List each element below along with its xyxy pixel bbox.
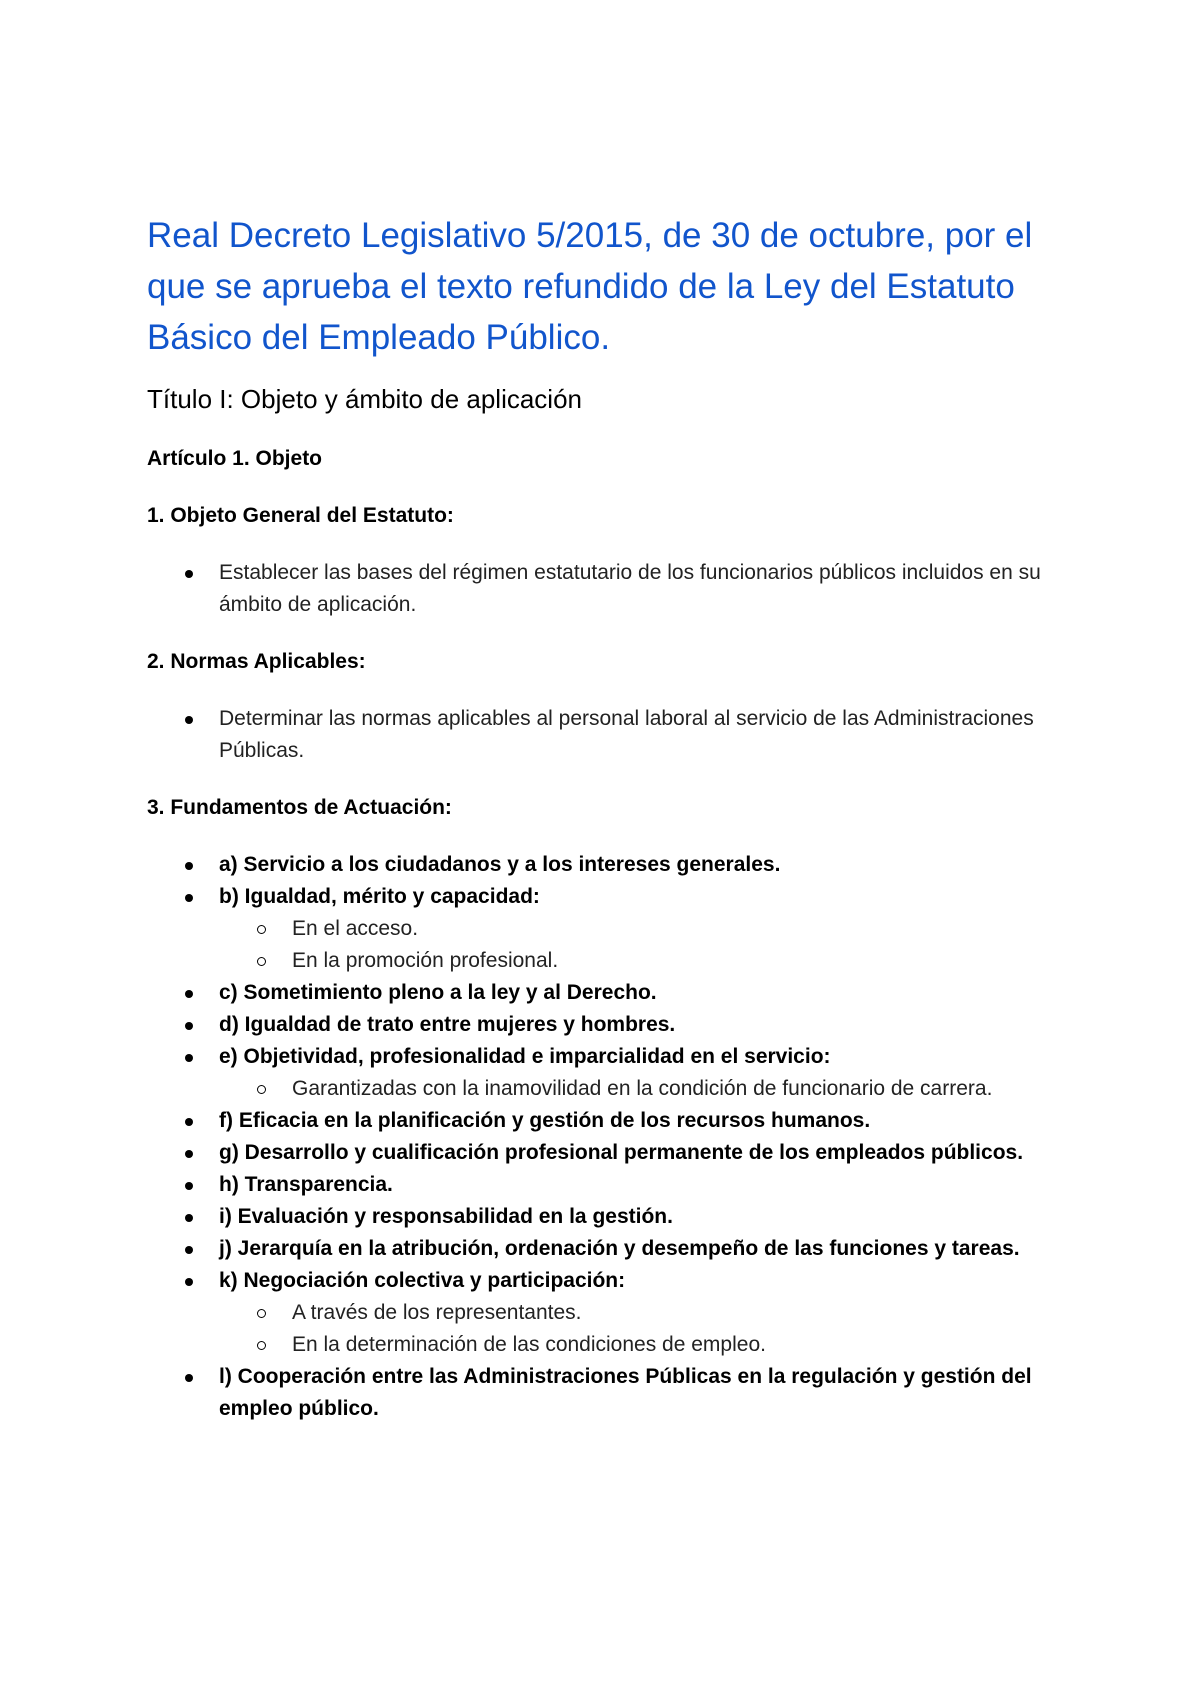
- circle-bullet-icon: [257, 925, 266, 934]
- article-title: Artículo 1. Objeto: [147, 447, 323, 470]
- list-item: [147, 1233, 1057, 1265]
- bullet-icon: [185, 1054, 193, 1062]
- bullet-icon: [185, 862, 193, 870]
- bullet-list: [147, 849, 1057, 1425]
- bullet-list: [147, 557, 1057, 621]
- list-item-text: c) Sometimiento pleno a la ley y al Derecho.: [219, 981, 657, 1004]
- circle-bullet-icon: [257, 1309, 266, 1318]
- list-item-text: g) Desarrollo y cualificación profesional permanente de los empleados públicos.: [219, 1141, 1024, 1164]
- bullet-icon: [185, 1118, 193, 1126]
- list-item: [147, 1201, 1057, 1233]
- circle-bullet-icon: [257, 957, 266, 966]
- bullet-icon: [185, 990, 193, 998]
- document-title: Real Decreto Legislativo 5/2015, de 30 de octubre, por el que se aprueba el texto refundido de la Ley del Estatuto Básico del Empleado Público.: [147, 216, 1033, 357]
- list-item-text: Establecer las bases del régimen estatutario de los funcionarios públicos incluidos en su ámbito de aplicación.: [219, 561, 1041, 616]
- article-sections: [147, 500, 1057, 1425]
- sub-list-item: [219, 913, 1057, 945]
- list-item: [147, 881, 1057, 977]
- list-item: [147, 1009, 1057, 1041]
- document-content: [147, 210, 1057, 1425]
- bullet-icon: [185, 1278, 193, 1286]
- bullet-icon: [185, 716, 193, 724]
- section-title: Título I: Objeto y ámbito de aplicación: [147, 384, 583, 414]
- list-item-text: b) Igualdad, mérito y capacidad:: [219, 885, 540, 908]
- sub-list: [219, 913, 1057, 977]
- sub-list: [219, 1297, 1057, 1361]
- list-item-text: k) Negociación colectiva y participación:: [219, 1269, 626, 1292]
- list-item: [147, 1169, 1057, 1201]
- bullet-icon: [185, 1182, 193, 1190]
- sub-list: [219, 1073, 1057, 1105]
- sub-list-item-text: A través de los representantes.: [292, 1301, 582, 1324]
- bullet-icon: [185, 1374, 193, 1382]
- list-item: [147, 1105, 1057, 1137]
- list-item-text: j) Jerarquía en la atribución, ordenación y desempeño de las funciones y tareas.: [219, 1237, 1020, 1260]
- list-item: [147, 977, 1057, 1009]
- circle-bullet-icon: [257, 1085, 266, 1094]
- circle-bullet-icon: [257, 1341, 266, 1350]
- sub-list-item-text: En la promoción profesional.: [292, 949, 559, 972]
- list-item-text: d) Igualdad de trato entre mujeres y hombres.: [219, 1013, 676, 1036]
- section-heading: 1. Objeto General del Estatuto:: [147, 504, 454, 527]
- bullet-list: [147, 703, 1057, 767]
- list-item-text: f) Eficacia en la planificación y gestión de los recursos humanos.: [219, 1109, 871, 1132]
- list-item: [147, 703, 1057, 767]
- sub-list-item-text: Garantizadas con la inamovilidad en la condición de funcionario de carrera.: [292, 1077, 993, 1100]
- bullet-icon: [185, 1022, 193, 1030]
- list-item-text: h) Transparencia.: [219, 1173, 393, 1196]
- sub-list-item: [219, 1073, 1057, 1105]
- list-item: [147, 557, 1057, 621]
- list-item: [147, 1361, 1057, 1425]
- list-item-text: a) Servicio a los ciudadanos y a los intereses generales.: [219, 853, 781, 876]
- sub-list-item: [219, 1329, 1057, 1361]
- list-item: [147, 1137, 1057, 1169]
- sub-list-item: [219, 1297, 1057, 1329]
- list-item-text: Determinar las normas aplicables al personal laboral al servicio de las Administraciones Públicas.: [219, 707, 1034, 762]
- section-heading: 3. Fundamentos de Actuación:: [147, 796, 452, 819]
- sub-list-item: [219, 945, 1057, 977]
- list-item-text: e) Objetividad, profesionalidad e imparcialidad en el servicio:: [219, 1045, 831, 1068]
- list-item-text: i) Evaluación y responsabilidad en la gestión.: [219, 1205, 673, 1228]
- section-heading: 2. Normas Aplicables:: [147, 650, 366, 673]
- bullet-icon: [185, 894, 193, 902]
- list-item: [147, 1265, 1057, 1361]
- list-item: [147, 1041, 1057, 1105]
- list-item-text: l) Cooperación entre las Administraciones Públicas en la regulación y gestión del empleo público.: [219, 1365, 1032, 1420]
- bullet-icon: [185, 1214, 193, 1222]
- bullet-icon: [185, 570, 193, 578]
- sub-list-item-text: En la determinación de las condiciones de empleo.: [292, 1333, 766, 1356]
- list-item: [147, 849, 1057, 881]
- bullet-icon: [185, 1246, 193, 1254]
- bullet-icon: [185, 1150, 193, 1158]
- sub-list-item-text: En el acceso.: [292, 917, 419, 940]
